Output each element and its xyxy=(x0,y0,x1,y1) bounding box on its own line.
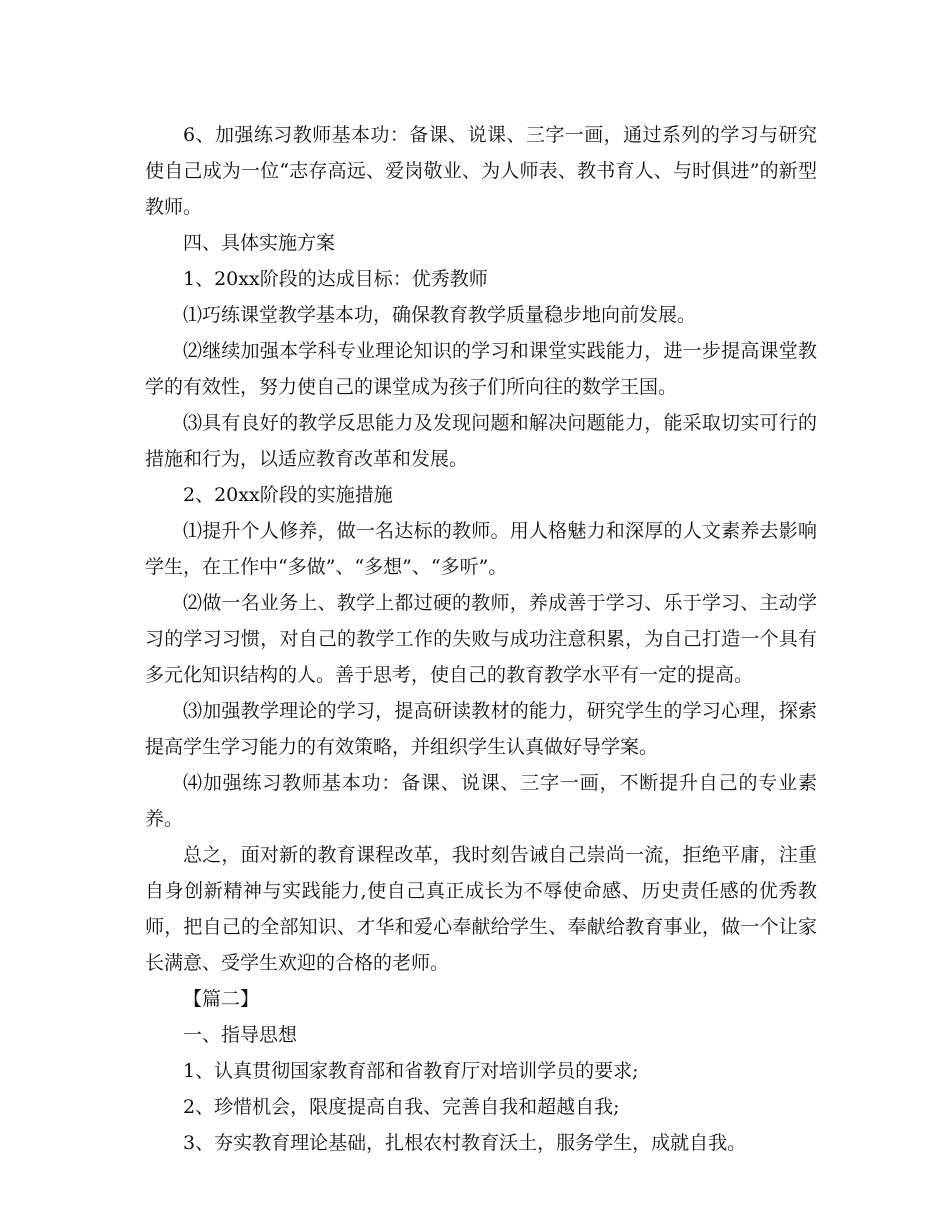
paragraph-teacher-basic-skills: 6、加强练习教师基本功：备课、说课、三字一画，通过系列的学习与研究使自己成为一位“志存高远、爱岗敬业、为人师表、教书育人、与时俱进”的新型教师。 xyxy=(145,124,817,218)
paragraph-measure-4: ⑷加强练习教师基本功：备课、说课、三字一画，不断提升自己的专业素养。 xyxy=(145,772,817,830)
paragraph-goal-1: ⑴巧练课堂教学基本功，确保教育教学质量稳步地向前发展。 xyxy=(183,304,697,326)
paragraph-ideology-1: 1、认真贯彻国家教育部和省教育厅对培训学员的要求; xyxy=(183,1060,639,1082)
paragraph-ideology-3: 3、夯实教育理论基础，扎根农村教育沃土，服务学生，成就自我。 xyxy=(183,1132,747,1154)
paragraph-goal-3: ⑶具有良好的教学反思能力及发现问题和解决问题能力，能采取切实可行的措施和行为，以适应教育改革和发展。 xyxy=(145,412,817,470)
paragraph-goal-2: ⑵继续加强本学科专业理论知识的学习和课堂实践能力，进一步提高课堂教学的有效性，努力使自己的课堂成为孩子们所向往的数学王国。 xyxy=(145,340,817,398)
paragraph-stage-goal: 1、20xx阶段的达成目标：优秀教师 xyxy=(183,268,488,290)
heading-guiding-ideology: 一、指导思想 xyxy=(183,1024,298,1046)
paragraph-measure-2: ⑵做一名业务上、教学上都过硬的教师，养成善于学习、乐于学习、主动学习的学习习惯，对自己的教学工作的失败与成功注意积累，为自己打造一个具有多元化知识结构的人。善于思考，使自己的教育教学水平有一定的提高。 xyxy=(145,592,817,686)
heading-implementation-plan: 四、具体实施方案 xyxy=(183,232,336,254)
paragraph-stage-measures: 2、20xx阶段的实施措施 xyxy=(183,484,393,506)
paragraph-summary: 总之，面对新的教育课程改革，我时刻告诫自己崇尚一流，拒绝平庸，注重自身创新精神与实践能力,使自己真正成长为不辱使命感、历史责任感的优秀教师，把自己的全部知识、才华和爱心奉献给学生、奉献给教育事业，做一个让家长满意、受学生欢迎的合格的老师。 xyxy=(145,844,817,974)
paragraph-ideology-2: 2、珍惜机会，限度提高自我、完善自我和超越自我; xyxy=(183,1096,620,1118)
paragraph-measure-1: ⑴提升个人修养，做一名达标的教师。用人格魅力和深厚的人文素养去影响学生，在工作中“多做”、“多想”、“多听”。 xyxy=(145,520,817,578)
paragraph-measure-3: ⑶加强教学理论的学习，提高研读教材的能力，研究学生的学习心理，探索提高学生学习能力的有效策略，并组织学生认真做好导学案。 xyxy=(145,700,817,758)
heading-part-two: 【篇二】 xyxy=(183,988,260,1010)
document-body xyxy=(145,117,817,1161)
